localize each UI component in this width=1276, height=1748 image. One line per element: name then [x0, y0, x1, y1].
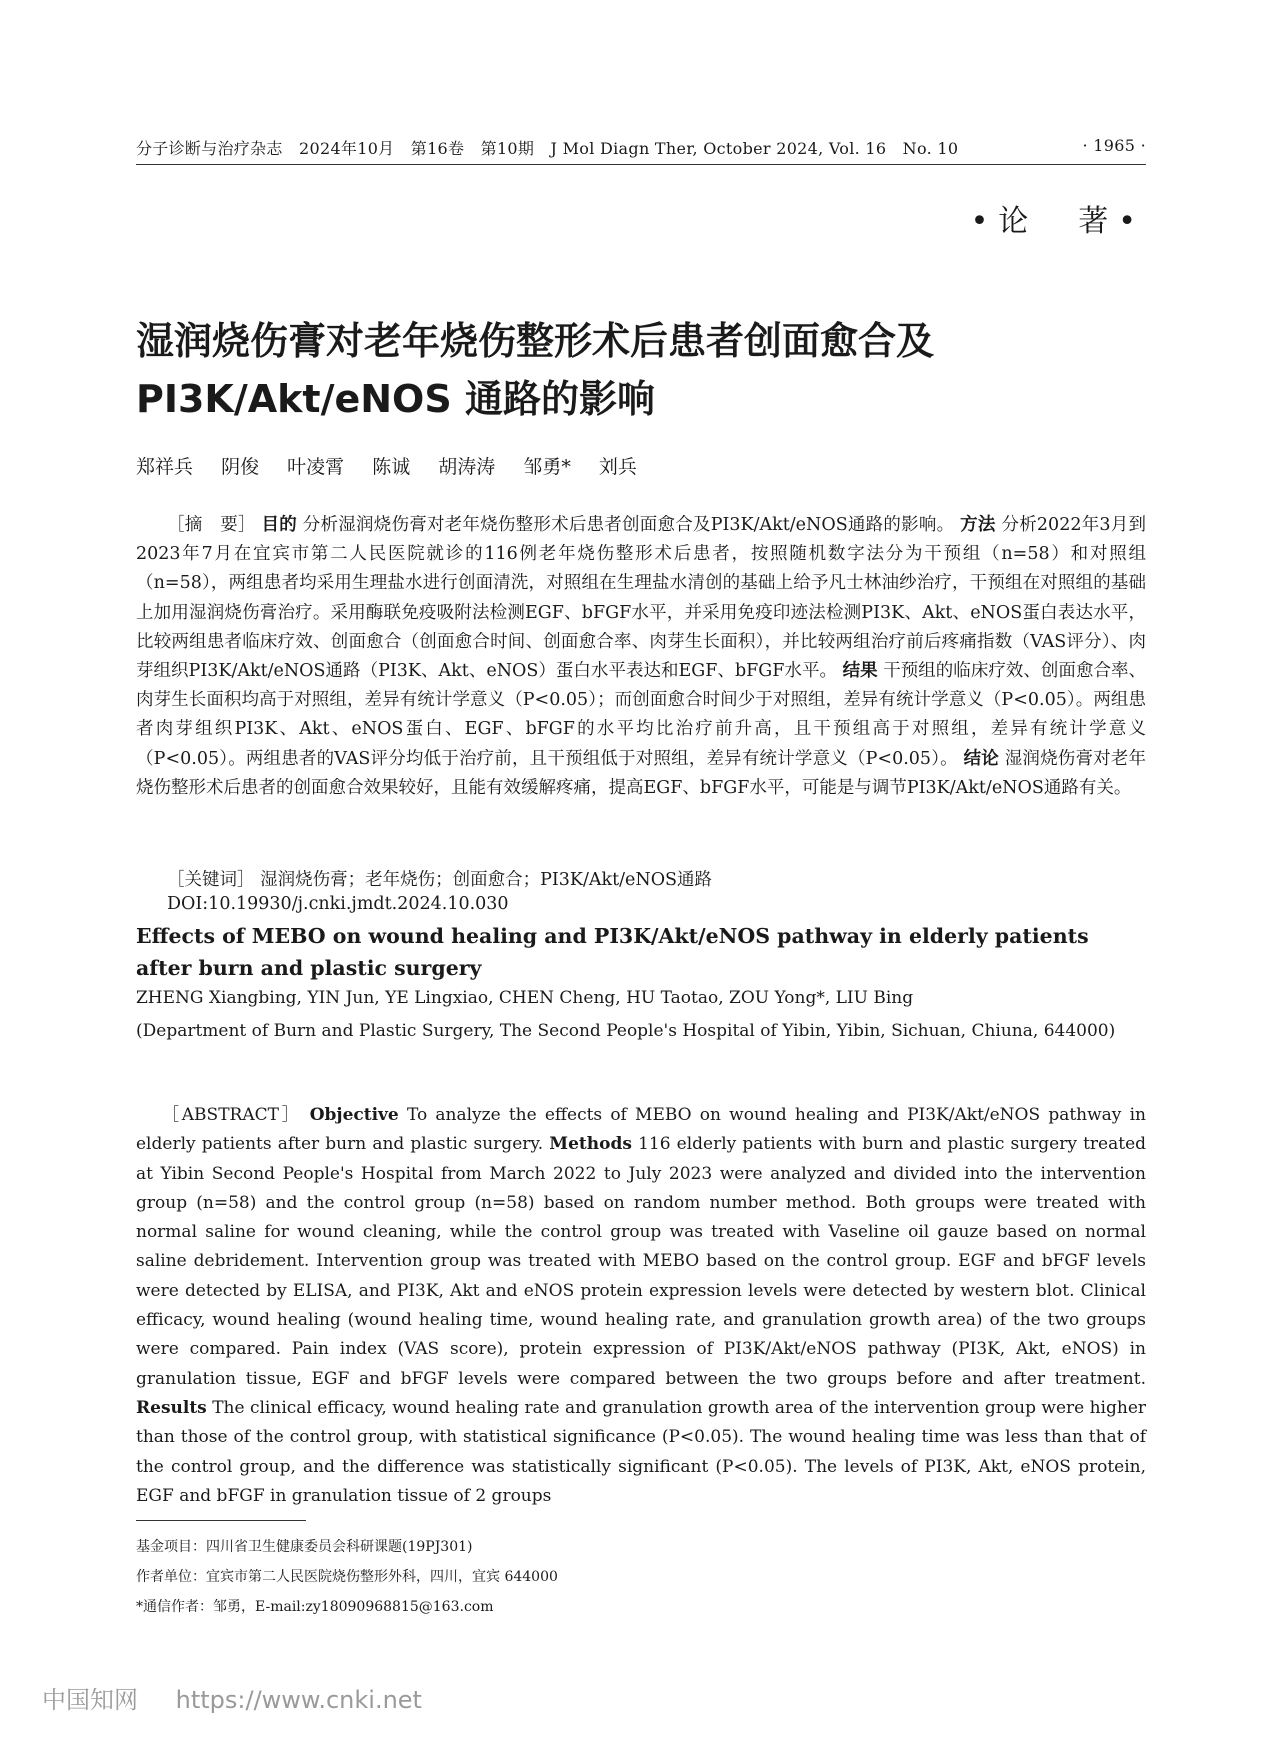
keywords-cn	[167, 866, 712, 891]
footnote-funding: 基金项目：四川省卫生健康委员会科研课题(19PJ301)	[136, 1539, 473, 1555]
footnote-affiliation: 作者单位：宜宾市第二人民医院烧伤整形外科，四川，宜宾 644000	[136, 1569, 558, 1585]
doi: DOI:10.19930/j.cnki.jmdt.2024.10.030	[167, 894, 509, 914]
author-corresponding: 邹勇*	[523, 456, 571, 478]
conclusion-text: 湿润烧伤膏对老年烧伤整形术后患者的创面愈合效果较好，且能有效缓解疼痛，提高EGF、bFGF水平，可能是与调节PI3K/Akt/eNOS通路有关。	[136, 748, 1146, 798]
results-text: 干预组的临床疗效、创面愈合率、肉芽生长面积均高于对照组，差异有统计学意义（P<0.05）；而创面愈合时间少于对照组，差异有统计学意义（P<0.05）。两组患者肉芽组织PI3K、Akt、eNOS蛋白、EGF、bFGF的水平均比治疗前升高，且干预组高于对照组，差异有统计学意义（P<0.05）。两组患者的VAS评分均低于治疗前，且干预组低于对照组，差异有统计学意义（P<0.05）。	[136, 661, 1146, 769]
footnote-divider	[136, 1520, 306, 1521]
objective-text: 分析湿润烧伤膏对老年烧伤整形术后患者创面愈合及PI3K/Akt/eNOS通路的影响。	[302, 515, 955, 535]
author: 阴俊	[221, 456, 260, 478]
abstract-label-en: ［ABSTRACT］	[162, 1105, 302, 1125]
keywords-label: ［关键词］	[167, 870, 255, 890]
conclusion-label: 结论	[963, 748, 999, 769]
author: 叶凌霄	[287, 456, 345, 478]
author: 胡涛涛	[438, 456, 496, 478]
methods-label: 方法	[960, 515, 996, 535]
watermark-url: https://www.cnki.net	[175, 1686, 422, 1714]
footnote-corresponding: *通信作者：邹勇，E-mail:zy18090968815@163.com	[136, 1599, 494, 1615]
keywords-text: 湿润烧伤膏；老年烧伤；创面愈合；PI3K/Akt/eNOS通路	[260, 870, 713, 890]
objective-label-en: Objective	[309, 1105, 399, 1125]
authors-cn	[136, 452, 659, 479]
cnki-watermark	[42, 1680, 422, 1715]
running-header	[136, 136, 1146, 165]
methods-text-en: 116 elderly patients with burn and plastic surgery treated at Yibin Second People's Hospital from March 2022 to July 2023 were analyzed and divided into the intervention group (n=58) and the control group (n=58) based on random number method. Both groups were treated with normal saline for wound cleaning, while the control group was treated with Vaseline oil gauze based on normal saline debridement. Intervention group was treated with MEBO based on the control group. EGF and bFGF levels were detected by ELISA, and PI3K, Akt and eNOS protein expression levels were detected by western blot. Clinical efficacy, wound healing (wound healing time, wound healing rate, and granulation growth area) of the two groups were compared. Pain index (VAS score), protein expression of PI3K/Akt/eNOS pathway (PI3K, Akt, eNOS) in granulation tissue, EGF and bFGF levels were compared between the two groups before and after treatment.	[136, 1134, 1147, 1389]
abstract-label: ［摘 要］	[167, 515, 256, 535]
methods-label-en: Methods	[549, 1134, 632, 1155]
methods-text: 分析2022年3月到2023年7月在宜宾市第二人民医院就诊的116例老年烧伤整形术后患者，按照随机数字法分为干预组（n=58）和对照组（n=58），两组患者均采用生理盐水进行创面清洗，对照组在生理盐水清创的基础上给予凡士林油纱治疗，干预组在对照组的基础上加用湿润烧伤膏治疗。采用酶联免疫吸附法检测EGF、bFGF水平，并采用免疫印迹法检测PI3K、Akt、eNOS蛋白表达水平，比较两组患者临床疗效、创面愈合（创面愈合时间、创面愈合率、肉芽生长面积），并比较两组治疗前后疼痛指数（VAS评分）、肉芽组织PI3K/Akt/eNOS通路（PI3K、Akt、eNOS）蛋白水平表达和EGF、bFGF水平。	[136, 515, 1147, 682]
journal-info: 分子诊断与治疗杂志 2024年10月 第16卷 第10期 J Mol Diagn Ther, October 2024, Vol. 16 No. 10	[136, 139, 959, 158]
watermark-brand: 中国知网	[42, 1686, 138, 1714]
author: 陈诚	[372, 456, 411, 478]
affiliation-en: (Department of Burn and Plastic Surgery, The Second People's Hospital of Yibin, Yibin, Sichuan, Chiuna, 644000)	[136, 1021, 1116, 1041]
author: 郑祥兵	[136, 456, 194, 478]
results-text-en: The clinical efficacy, wound healing rate and granulation growth area of the intervention group were higher than those of the control group, with statistical significance (P<0.05). The wound healing time was less than that of the control group, and the difference was statistically significant (P<0.05). The levels of PI3K, Akt, eNOS protein, EGF and bFGF in granulation tissue of 2 groups	[136, 1397, 1147, 1506]
article-title-en: Effects of MEBO on wound healing and PI3K/Akt/eNOS pathway in elderly patients after burn and plastic surgery	[136, 924, 1089, 980]
results-label: 结果	[842, 661, 878, 682]
objective-label: 目的	[261, 515, 297, 535]
results-label-en: Results	[136, 1397, 207, 1418]
authors-en: ZHENG Xiangbing, YIN Jun, YE Lingxiao, CHEN Cheng, HU Taotao, ZOU Yong*, LIU Bing	[136, 988, 914, 1008]
author: 刘兵	[598, 456, 637, 478]
objective-text-en: To analyze the effects of MEBO on wound healing and PI3K/Akt/eNOS pathway in elderly patients after burn and plastic surgery.	[136, 1105, 1146, 1155]
article-title-cn: 湿润烧伤膏对老年烧伤整形术后患者创面愈合及 PI3K/Akt/eNOS 通路的影响	[136, 319, 935, 421]
page-number: · 1965 ·	[1082, 136, 1146, 155]
abstract-en	[136, 1101, 1146, 1511]
section-tag: •论 著•	[970, 204, 1146, 239]
abstract-cn	[136, 511, 1146, 803]
